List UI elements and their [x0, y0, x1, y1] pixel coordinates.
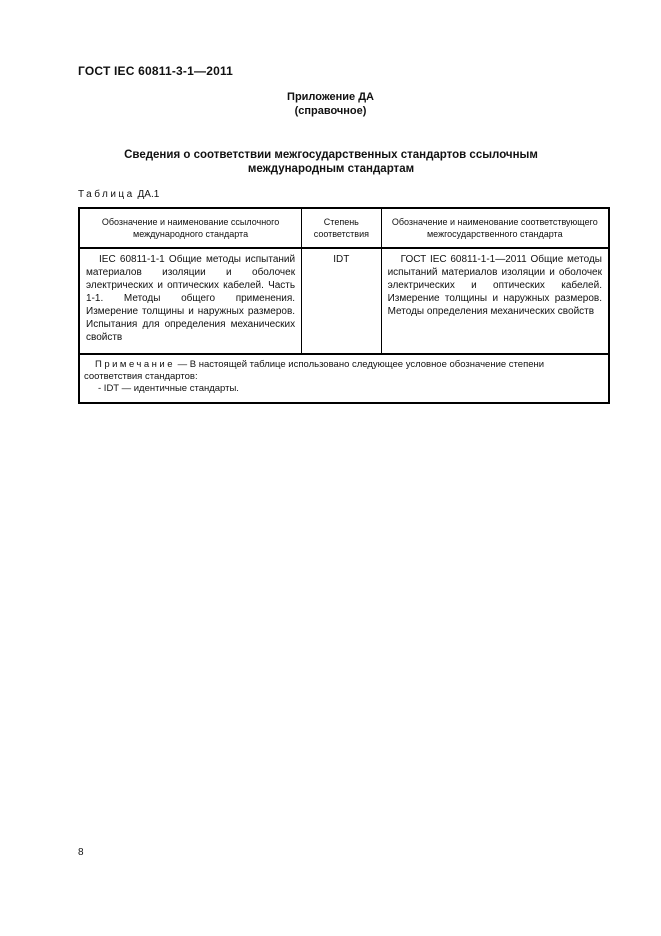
cell-reference-standard: IEC 60811-1-1 Общие методы испытаний материалов изоляции и оболочек электрических и оптических кабелей. Часть 1-1. Методы общего применения. Измерение толщины и наружных размеров. Испытания для определения механических свойств: [79, 248, 302, 354]
table-caption-number: ДА.1: [137, 189, 160, 200]
doc-code-header: ГОСТ IEC 60811-3-1—2011: [78, 64, 234, 78]
note-text: — В настоящей таблице использовано следующее условное обозначение степени соответствия стандартов:: [84, 359, 545, 382]
table-header-row: [79, 208, 609, 248]
document-title: Сведения о соответствии межгосударственных стандартов ссылочным международным стандартам: [124, 149, 538, 175]
cell-conformity-degree: IDT: [302, 248, 382, 354]
annex-heading: [0, 90, 661, 118]
annex-type: (справочное): [294, 105, 367, 117]
table-note-row: [79, 354, 609, 403]
table-note-cell: [79, 354, 609, 403]
annex-label: Приложение ДА: [287, 91, 374, 103]
table-caption: [78, 189, 159, 200]
column-header-interstate-standard: Обозначение и наименование соответствующего межгосударственного стандарта: [381, 208, 609, 248]
page-number: 8: [78, 847, 84, 858]
table-caption-label: Таблица: [78, 189, 135, 200]
note-label: Примечание: [95, 359, 175, 370]
column-header-reference-standard: Обозначение и наименование ссылочного международного стандарта: [79, 208, 302, 248]
table-row: [79, 248, 609, 354]
cell-interstate-standard: ГОСТ IEC 60811-1-1—2011 Общие методы испытаний материалов изоляции и оболочек электрических и оптических кабелей. Измерение толщины и наружных размеров. Методы определения механических свойств: [381, 248, 609, 354]
note-paragraph: [84, 359, 600, 383]
standards-correspondence-table: [78, 207, 610, 404]
column-header-conformity-degree: Степень соответствия: [302, 208, 382, 248]
note-list-item: - IDT — идентичные стандарты.: [98, 383, 239, 394]
